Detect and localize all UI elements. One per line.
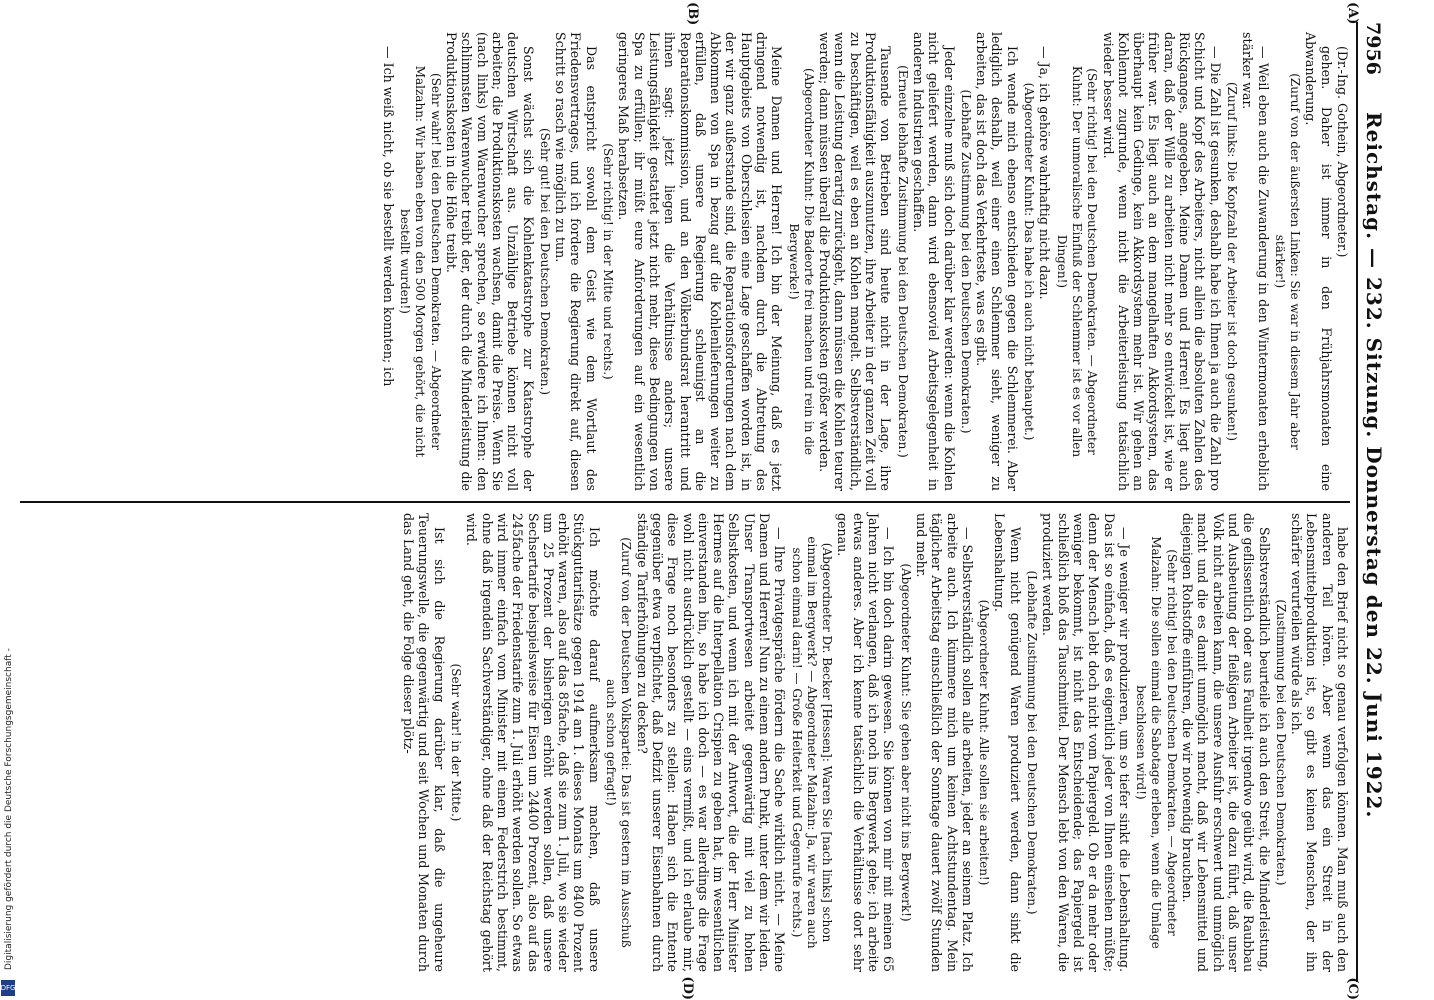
interjection: (Zustimmung bei den Deutschen Demokraten.): [1273, 599, 1288, 886]
page-title: Reichstag. — 232. Sitzung. Donnerstag den 22. Juni 1922.: [1362, 112, 1386, 819]
interjection: (Abgeordneter Dr. Becker [Hessen]: Waren Sie [nach links] schon einmal im Bergwerk? — Abgeordneter Malzahn: Ja, wir waren auch schon einmal darin! — Große Heiterkeit und Gegenrufe rechts.): [789, 536, 835, 949]
interjection: (Sehr wahr! in der Mitte.): [449, 663, 464, 822]
interjection: (Erneute lebhafte Zustimmung bei den Deutschen Demokraten.): [895, 65, 910, 458]
paragraph: Ich wende mich ebenso entschieden gegen die Schlemmerei. Aber lediglich deshalb, weil einer einen Schlemmer sieht, weniger zu arbeiten, das ist doch das Verkehrteste, was es gibt.: [974, 32, 1020, 491]
margin-mark-d: (D): [680, 976, 695, 1000]
interjection: (Sehr richtig! in der Mitte und rechts.): [601, 143, 616, 380]
margin-mark-a: (A): [1345, 2, 1360, 25]
interjection: (Zuruf von der Deutschen Volkspartei: Das ist gestern im Ausschuß auch schon gefragt!): [604, 537, 634, 948]
footer: [0, 0, 18, 1000]
paragraph: Meine Damen und Herren! Ich bin der Meinung, daß es jetzt dringend notwendig ist, nachdem durch die Abtretung des Hauptgebiets von Oberschlesien eine Lage geschaffen worden ist, in der wir ganz außerstande sind, die Reparationsforderungen nach dem Abkommen von Spa in bezug auf die Kohlenlieferungen weiter zu erfüllen, daß unsere Regierung schleunigst an die Reparationskommission, und an den Völkerbundsrat herantritt und ihnen sagt: jetzt liegen die Verhältnisse anders; unsere Leistungsfähigkeit gestattet jetzt nicht mehr, diese Bedingungen von Spa zu erfüllen; ihr müßt eure Anforderungen auf ein wesentlich geringeres Maß herabsetzen.: [616, 32, 785, 491]
paragraph: Das entspricht sowohl dem Geist wie dem Wortlaut des Friedensvertrages, und ich fordere die Regierung direkt auf, diesen Schritt so rasch wie möglich zu tun.: [553, 32, 599, 491]
right-column: [20, 503, 1350, 982]
paragraph: — Selbstverständlich sollen alle arbeiten, jeder an seinem Platz. Ich arbeite auch. Ich kümmere mich um keinen Achtstundentag. Mein täglicher Arbeitstag einschließlich der Sonntage dauert zwölf Stunden und mehr.: [913, 513, 975, 972]
interjection: (Abgeordneter Kuhnt: Alle sollen sie arbeiten!): [977, 599, 992, 886]
page-number: 7956: [1362, 22, 1384, 75]
interjection: (Zuruf links: Die Kopfzahl der Arbeiter ist doch gesunken!): [1224, 81, 1239, 442]
paragraph: — Ich weiß nicht, ob sie bestellt werden konnten; ich: [380, 46, 396, 387]
paragraph: Ist sich die Regierung darüber klar, daß die ungeheure Teuerungswelle, die gegenwärtig und seit Wochen und Monaten durch das Land geht, die Folge dieser plötz-: [401, 513, 447, 972]
paragraph: — Ja, ich gehöre wahrhaftig nicht dazu.: [1037, 46, 1053, 300]
paragraph: Tausende von Betrieben sind heute nicht in der Lage, ihre Produktionsfähigkeit auszunutzen, ihre Arbeiter in der ganzen Zeit voll zu beschäftigen, weil es eben an Kohlen mangelt. Selbstverständlich, wenn die Leistung derartig zurückgeht, dann müssen die Kohlen teurer werden; dann müssen überall die Produktionskosten größer werden.: [817, 32, 894, 491]
dfg-logo: DFG: [1, 980, 15, 996]
margin-mark-b: (B): [685, 2, 700, 26]
paragraph: — Die Zahl ist gesunken, deshalb habe ich Ihnen ja auch die Zahl pro Schicht und Kopf des Arbeiters, nicht allein die absoluten Zahlen des Rückganges, angegeben. Meine Damen und Herren! Es liegt auch daran, daß der Wille zu arbeiten nicht mehr so entwickelt ist, wie er früher war. Es liegt auch an dem mangelhaften Akkordsystem, das überhaupt kein Gedinge, kein Akkordsystem mehr ist. Wir gehen an Kohlennot zugrunde, wenn nicht die Arbeiterleistung tatsächlich wieder besser wird.: [1100, 32, 1223, 491]
interjection: (Zuruf von der äußersten Linken: Sie war in diesem Jahr aber stärker!): [1272, 73, 1303, 450]
page-header: [1356, 22, 1386, 982]
interjection: (Sehr wahr! bei den Deutschen Demokraten. — Abgeordneter Malzahn: Wir haben eben von den 500 Morgen gehört, die nicht bestellt wurden!): [398, 65, 443, 458]
digitization-credit: Digitalisierung gefördert durch die Deutsche Forschungsgemeinschaft -: [4, 648, 14, 970]
interjection: (Abgeordneter Kuhnt: Die Badeorte frei machen und rein in die Bergwerke!): [786, 68, 816, 455]
paragraph: — Ihre Privatgespräche fördern die Sache wirklich nicht. — Meine Damen und Herren! Nun zu einem andern Punkt, unter dem wir leiden. Unser Transportwesen arbeitet gegenwärtig mit viel zu hohen Selbstkosten, und wenn ich mit der Antwort, die der Herr Minister Hermes auf die Interpellation Crispien zu geben hat, im wesentlichen einverstanden bin, so habe ich doch — es war allerdings die Frage wohl nicht ausdrücklich gestellt — eins vermißt, und ich erlaube mir, diese Frage noch besonders zu stellen: Haben sich die Entente gegenüber etwa verpflichtet, daß Defizit unserer Eisenbahnen durch ständige Tariferhöhungen zu decken?: [634, 513, 788, 972]
paragraph: — Je weniger wir produzieren, um so tiefer sinkt die Lebenshaltung. Das ist so einfach, daß es eigentlich jeder von Ihnen einsehen müßte; denn der Mensch lebt doch nicht vom Papiergeld. Ob er da mehr oder weniger bekommt, ist nicht das Entscheidende; das Papiergeld ist schließlich bloß das Tauschmittel. Der Mensch lebt von den Waren, die produziert werden.: [1040, 513, 1132, 972]
interjection: (Lebhafte Zustimmung bei den Deutschen Demokraten.): [1025, 570, 1040, 915]
interjection: (Sehr gut! bei den Deutschen Demokraten.): [537, 127, 552, 396]
paragraph: Ich möchte darauf aufmerksam machen, daß unsere Stückguttarifsätze gegen 1914 am 1. dieses Monats um 8400 Prozent erhöht waren, also auf das 85fache, daß sie zum 1. Juli, wo sie wieder um 25 Prozent der bisherigen erhöht werden sollen, daß unsere Sechsertarife beispielsweise für Eisen um 24400 Prozent, also auf das 245fache der Friedenstarife zum 1. Juli erhöht werden sollen. So etwas wird immer einfach vom Minister mit einem Federstrich bestimmt, ohne daß irgendein Sachverständiger, ohne daß der Reichstag gehört wird.: [464, 513, 602, 972]
interjection: (Sehr richtig! bei den Deutschen Demokraten. — Abgeordneter Malzahn: Die sollen einmal die Sabotage erleben, wenn die Umlage beschlossen wird!): [1134, 536, 1179, 949]
interjection: (Lebhafte Zustimmung bei den Deutschen Demokraten.): [958, 89, 973, 434]
interjection: (Abgeordneter Kuhnt: Das habe ich auch nicht behauptet.): [1022, 82, 1037, 441]
paragraph: (Dr.-Ing. Gothein, Abgeordneter.): [1335, 46, 1350, 258]
paragraph: — Weil eben auch die Zuwanderung in den Wintermonaten erheblich stärker war.: [1240, 32, 1271, 491]
paragraph: gehen. Daher ist immer in den Frühjahrsmonaten eine Abwanderung.: [1303, 32, 1334, 491]
left-column: [20, 22, 1350, 501]
paragraph: — Ich bin doch darin gewesen. Sie können von mir mit meinen 65 Jahren nicht verlangen, daß ich noch ins Bergwerk gehe; ich arbeite etwas anderes. Aber ich kenne tatsächlich die Verhältnisse dort sehr genau.: [835, 513, 897, 972]
paragraph: Jeder einzelne muß sich doch darüber klar werden: wenn die Kohlen nicht geliefert werden, dann wird ebensoviel Arbeitsgelegenheit in anderen Industrien geschaffen.: [910, 32, 957, 491]
paragraph: Wenn nicht genügend Waren produziert werden, dann sinkt die Lebenshaltung.: [992, 513, 1023, 972]
interjection: (Abgeordneter Kuhnt: Sie gehen aber nicht ins Bergwerk!): [898, 563, 913, 922]
paragraph: Selbstverständlich beurteile ich auch den Streit, die Minderleistung, die geflissentlich oder aus Faulheit irgendwo geübt wird, die Raubbau und Ausbeutung der fleißigen Arbeiter ist, die dazu führt, daß unser Volk nicht arbeiten kann, die unsere Ausfuhr erschwert und unmöglich macht und die es damit unmöglich macht, daß wir Lebensmittel und diejenigen Rohstoffe einführen, die wir notwendig brauchen.: [1180, 513, 1272, 972]
margin-mark-c: (C): [1345, 977, 1360, 1000]
text-columns: [20, 22, 1350, 982]
paragraph: habe den Brief nicht so genau verfolgen können. Man muß auch den anderen Teil hören. Aber wenn das ein Streit in der Lebensmittelproduktion ist, so gibt es keinen Menschen, der ihn schärfer verurteilen würde als ich.: [1289, 513, 1350, 972]
paragraph: Sonst wächst sich die Kohlenkatastrophe zur Katastrophe der deutschen Wirtschaft aus. Unzählige Betriebe können nicht voll arbeiten; die Produktionskosten wachsen, damit die Preise. Wenn Sie (nach links) vom Warenwucher sprechen, so erwidere ich Ihnen: den schlimmsten Warenwucher treibt der, der durch die Minderleistung die Produktionskosten in die Höhe treibt.: [444, 32, 536, 491]
interjection: (Sehr richtig! bei den Deutschen Demokraten. — Abgeordneter Kuhnt: Der unmoralische Einfluß der Schlemmer ist es vor allen Dingen!): [1054, 65, 1100, 458]
